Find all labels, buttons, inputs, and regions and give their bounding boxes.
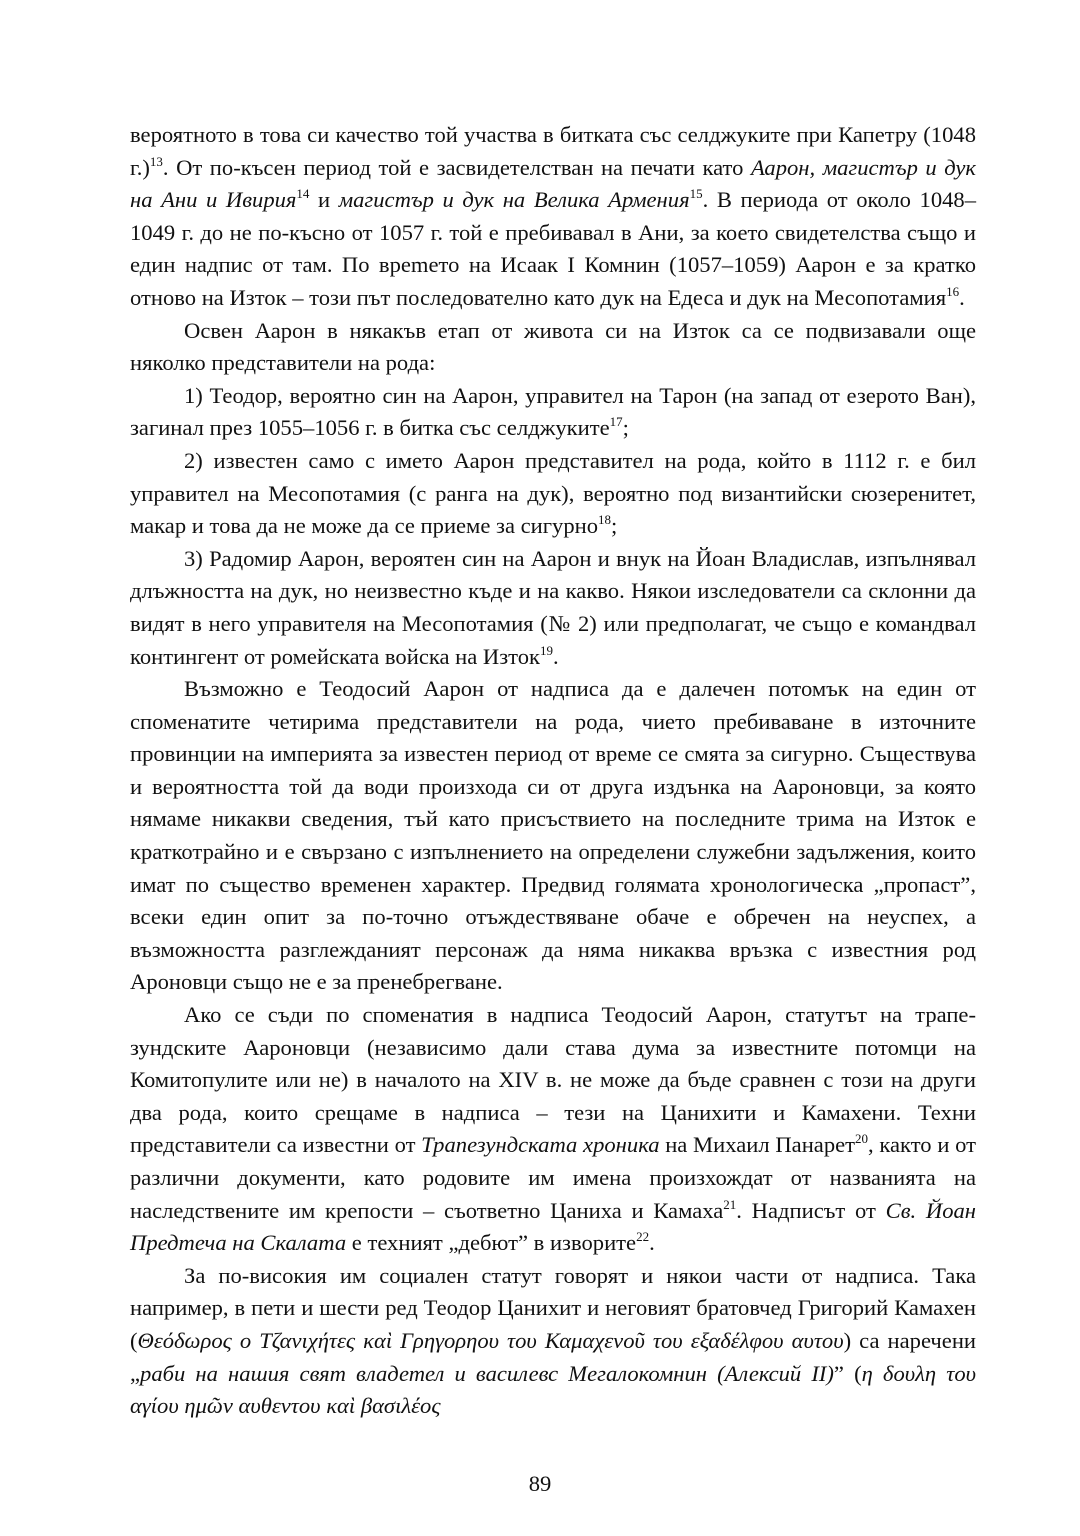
- text-run: ;: [611, 513, 618, 539]
- italic-text: Θεόδωρος ο Τζανιχήτες καὶ Γρηγορηου του Καμαχενοῦ του εξαδέλφου αυτου: [137, 1327, 844, 1353]
- text-run: ) са наречени „: [130, 1327, 977, 1386]
- text-run: 3) Радомир Аарон, вероятен син на Аарон и внук на Йоан Владислав, изпълнявал длъжността на дук, но неизвестно къде и на какво. Някои изследователи са склонни да видят в него управителя на Месопотамия (№ 2) или предполагат, че също е командвал контингент от ромейската войска на Изток: [130, 545, 976, 669]
- footnote-ref: 14: [296, 186, 310, 202]
- paragraph: [130, 119, 976, 315]
- text-run: на Михаил Панарет: [659, 1132, 856, 1158]
- paragraph: [130, 999, 976, 1260]
- footnote-ref: 22: [636, 1229, 650, 1245]
- text-run: Освен Аарон в някакъв етап от живота си на Изток са се подвизавали още няколко представители на рода:: [130, 317, 976, 376]
- text-run: .: [553, 643, 559, 669]
- text-run: . Надписът от: [736, 1197, 886, 1223]
- footnote-ref: 20: [855, 1131, 869, 1147]
- text-run: Ако се съди по споменатия в надписа Теодосий Аарон, статутът на трапезундските Аароновци (независимо дали става дума за известните потомци на Комитопулите или не) в началото на XIV в. не може да бъде сравнен с този на други два рода, които срещаме в надписа – тези на Цанихити и Камахени. Техни представители са известни от: [130, 1002, 976, 1158]
- footnote-ref: 17: [609, 414, 623, 430]
- text-run: За по-високия им социален статут говорят и някои части от надписа. Така например, в пети и шести ред Теодор Цанихит и неговият братовчед Григорий Камахен (: [130, 1262, 976, 1353]
- text-run: Възможно е Теодосий Аарон от надписа да е далечен потомък на един от споменатите четирима представители на рода, чието пребиваване в източните провинции на империята за известен период от време се смята за сигурно. Съществува и вероятността той да води произхода си от друга издънка на Аароновци, за която нямаме никакви сведения, тъй като присъствието на последните трима на Изток е краткотрайно и е свързано с изпълнението на определени служебни задължения, които имат по същество временен характер. Предвид голямата хронологическа „пропаст”, всеки един опит за по-точно отъждествяване обаче е обречен на неуспех, а възможността разглежданият персонаж да няма никаква връзка с известния род Ароновци също не е за пренебрегване.: [130, 676, 976, 995]
- italic-text: Трапезундската хроника: [421, 1132, 660, 1158]
- footnote-ref: 15: [689, 186, 703, 202]
- italic-text: Аарон, магистър и дук на Ани и Ивирия: [130, 154, 976, 213]
- text-run: ;: [622, 415, 629, 441]
- footnote-ref: 16: [946, 283, 960, 299]
- text-run: и: [309, 187, 339, 213]
- text-run: ” (: [833, 1360, 862, 1386]
- text-run: , както и от различни документи, като родовите им имена произхождат от названията на наследствените им крепости – съответно Цаниха и Камаха: [130, 1132, 977, 1223]
- footnote-ref: 13: [149, 153, 163, 169]
- footnote-ref: 18: [598, 512, 612, 528]
- text-run: 1) Теодор, вероятно син на Аарон, управител на Тарон (на запад от езерото Ван), загинал през 1055–1056 г. в битка със селджуките: [130, 382, 976, 441]
- footnote-ref: 21: [723, 1196, 737, 1212]
- text-run: .: [959, 284, 965, 310]
- italic-text: раби на нашия свят владетел и василевс Μегалокомнин (Алексий II): [140, 1360, 834, 1386]
- paragraph: [130, 673, 976, 999]
- paragraph: [130, 315, 976, 380]
- paragraph: [130, 1260, 976, 1423]
- italic-text: магистър и дук на Велика Армения: [338, 187, 690, 213]
- text-run: .: [649, 1230, 655, 1256]
- page-number: 89: [528, 1471, 552, 1496]
- italic-text: Св. Йоан Предтеча на Скалата: [130, 1197, 976, 1256]
- text-run: . От по-късен период той е засвидетелстван на печати като: [162, 154, 751, 180]
- paragraph: [130, 445, 976, 543]
- text-run: е техният „дебют” в изворите: [346, 1230, 637, 1256]
- paragraph: [130, 543, 976, 673]
- text-run: вероятното в това си качество той участва в битката със селджуките при Капетру (1048 г.): [130, 122, 976, 180]
- paragraph: [130, 380, 976, 445]
- footnote-ref: 19: [540, 642, 554, 658]
- text-run: 2) известен само с името Аарон представител на рода, който в 1112 г. е бил управител на Месопотамия (с ранга на дук), вероятно под византийски сюзеренитет, макар и това да не може да се приеме за сигурно: [130, 447, 976, 539]
- text-run: . В периода от около 1048–1049 г. до не по-късно от 1057 г. той е пребивавал в Ани, за което свидетелства също и един надпис от там. По вреmето на Исаак I Комнин (1057–1059) Аарон е за кратко отново на Изток – този път последователно като дук на Едеса и дук на Месопотамия: [130, 187, 977, 310]
- body-text: [130, 119, 976, 1423]
- italic-text: η δουλη του αγίου ημῶν αυθεντου καὶ βασιλέος: [130, 1360, 976, 1419]
